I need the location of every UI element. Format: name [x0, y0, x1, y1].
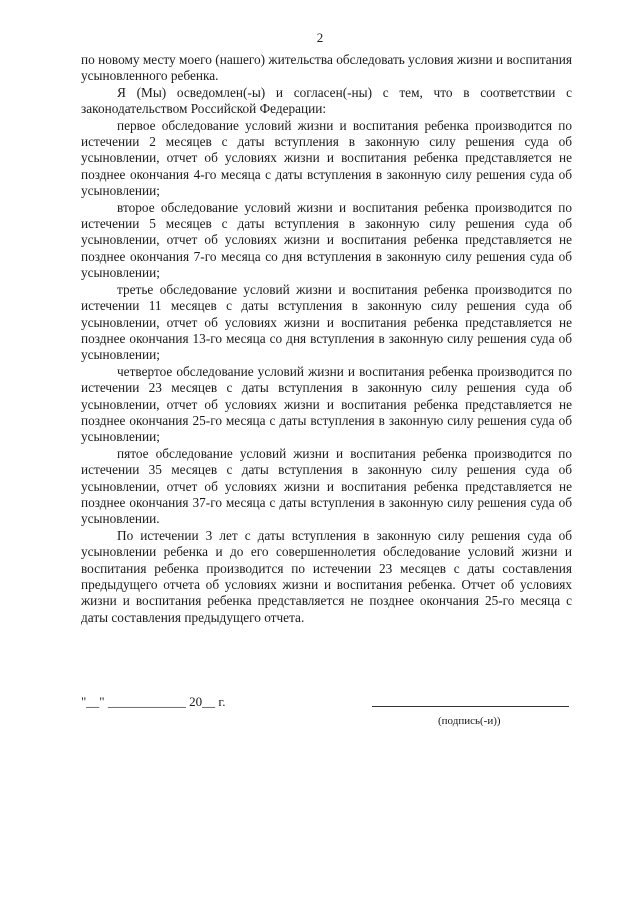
paragraph-acknowledgment: Я (Мы) осведомлен(-ы) и согласен(-ны) с тем, что в соответствии с законодательством Российской Федерации: — [81, 84, 572, 117]
paragraph-fourth-inspection: четвертое обследование условий жизни и воспитания ребенка производится по истечении 23 месяцев с даты вступления в законную силу решения суда об усыновлении, отчет об условиях жизни и воспитания ребенка представляется не позднее окончания 25-го месяца с даты вступления в законную силу решения суда об усыновлении; — [81, 363, 572, 445]
paragraph-continuation: по новому месту моего (нашего) жительства обследовать условия жизни и воспитания усыновленного ребенка. — [81, 52, 572, 84]
signature-line — [372, 706, 569, 707]
document-body — [81, 52, 572, 626]
signature-caption: (подпись(-и)) — [438, 715, 501, 727]
paragraph-third-inspection: третье обследование условий жизни и воспитания ребенка производится по истечении 11 месяцев с даты вступления в законную силу решения суда об усыновлении, отчет об условиях жизни и воспитания ребенка представляется не позднее окончания 13-го месяца со дня вступления в законную силу решения суда об усыновлении; — [81, 281, 572, 363]
paragraph-first-inspection: первое обследование условий жизни и воспитания ребенка производится по истечении 2 месяцев с даты вступления в законную силу решения суда об усыновлении, отчет об условиях жизни и воспитания ребенка представляется не позднее окончания 4-го месяца с даты вступления в законную силу решения суда об усыновлении; — [81, 117, 572, 199]
paragraph-fifth-inspection: пятое обследование условий жизни и воспитания ребенка производится по истечении 35 месяцев с даты вступления в законную силу решения суда об усыновлении, отчет об условиях жизни и воспитания ребенка представляется не позднее окончания 37-го месяца с даты вступления в законную силу решения суда об усыновлении. — [81, 445, 572, 527]
page-number: 2 — [316, 30, 324, 45]
date-line: "__" ____________ 20__ г. — [81, 694, 226, 709]
paragraph-second-inspection: второе обследование условий жизни и воспитания ребенка производится по истечении 5 месяцев с даты вступления в законную силу решения суда об усыновлении, отчет об условиях жизни и воспитания ребенка представляется не позднее окончания 7-го месяца со дня вступления в законную силу решения суда об усыновлении; — [81, 199, 572, 281]
paragraph-after-three-years: По истечении 3 лет с даты вступления в законную силу решения суда об усыновлении ребенка и до его совершеннолетия обследование условий жизни и воспитания ребенка производится по истечении 23 месяцев с даты составления предыдущего отчета об условиях жизни и воспитания ребенка. Отчет об условиях жизни и воспитания ребенка представляется не позднее окончания 25-го месяца с даты составления предыдущего отчета. — [81, 527, 572, 625]
